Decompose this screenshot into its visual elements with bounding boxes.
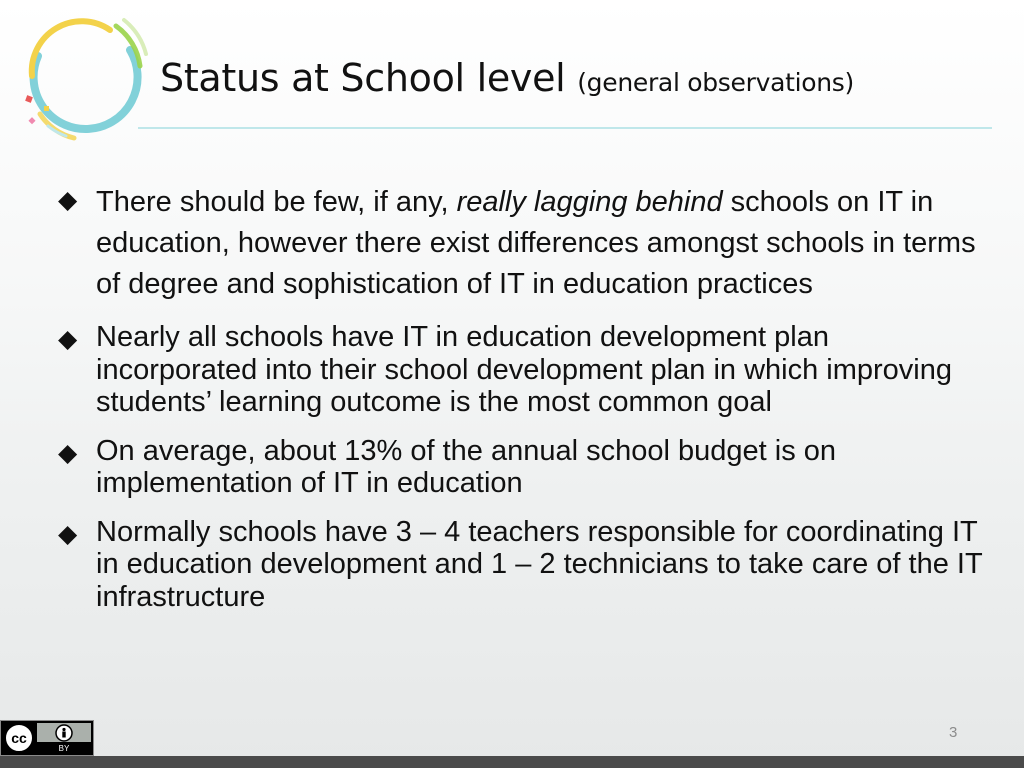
- bullet-text: On average, about 13% of the annual school budget is on implementation of IT in education: [96, 434, 837, 499]
- cc-by-icon: [1, 721, 93, 755]
- bullet-emphasis: really lagging behind: [456, 186, 723, 218]
- bullet-text: Nearly all schools have IT in education development plan incorporated into their school development plan in which improving students’ learning outcome is the most common goal: [96, 321, 952, 418]
- bullet-item: [56, 435, 986, 500]
- bullet-text: Normally schools have 3 – 4 teachers responsible for coordinating IT in education development and 1 – 2 technicians to take care of the IT infrastructure: [96, 515, 983, 613]
- diamond-bullet-icon: ◆: [58, 325, 78, 353]
- diamond-bullet-icon: ◆: [58, 186, 78, 214]
- bullet-text: schools on IT in education, however there exist differences amongst schools in terms of degree and sophistication of IT in education practices: [96, 186, 976, 300]
- title-underline: [138, 127, 992, 129]
- bullet-item: [56, 182, 986, 305]
- title-subtitle: (general observations): [577, 68, 854, 97]
- by-label: BY: [58, 744, 70, 753]
- diamond-bullet-icon: ◆: [58, 519, 78, 548]
- person-icon: [62, 728, 65, 731]
- bullet-text: There should be few, if any,: [96, 186, 457, 218]
- cc-label: cc: [11, 730, 27, 746]
- page-title: [160, 56, 854, 100]
- diamond-bullet-icon: ◆: [58, 438, 78, 467]
- title-main: Status at School level: [160, 56, 566, 100]
- page-number: 3: [949, 724, 958, 741]
- bullet-list: [56, 182, 986, 613]
- cc-license-badge[interactable]: [0, 720, 94, 756]
- footer-bar: [0, 756, 1024, 768]
- bullet-item: [56, 516, 986, 614]
- bullet-item: [56, 321, 986, 419]
- logo-rings-icon: [14, 14, 150, 150]
